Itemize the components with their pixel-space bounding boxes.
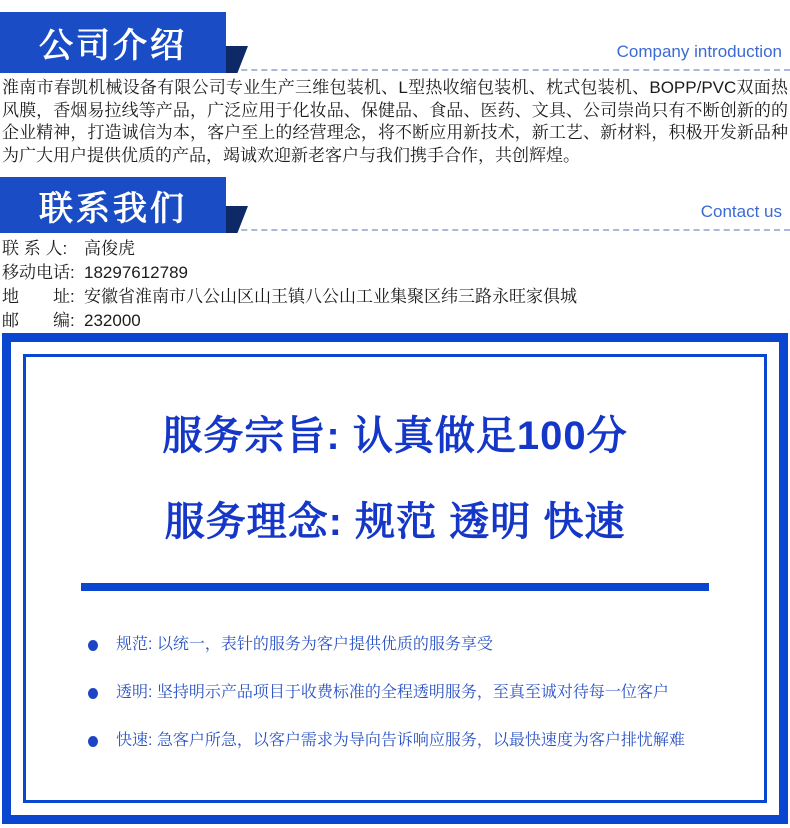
contact-label: 邮 编:: [2, 311, 75, 330]
bullet-dot-icon: [88, 688, 98, 699]
contact-label: 地 址:: [2, 287, 75, 306]
contact-mobile-value: 18297612789: [84, 263, 189, 282]
contact-label: 联 系 人:: [2, 239, 68, 258]
contact-label: 移动电话:: [2, 263, 75, 282]
contact-banner: [0, 177, 226, 233]
bullet-text-standard: 规范: 以统一，表针的服务为客户提供优质的服务享受: [116, 636, 493, 653]
section-divider: [81, 583, 709, 591]
service-bullet-item: [88, 731, 764, 751]
service-concept-headline: 服务理念: 规范 透明 快速: [164, 500, 626, 544]
company-description-paragraph: 淮南市春凯机械设备有限公司专业生产三维包装机、L型热收缩包装机、枕式包装机、BOPP/PVC双面热风膜，香烟易拉线等产品，广泛应用于化妆品、保健品、食品、医药、文具、公司崇尚只有不断创新的的企业精神，打造诚信为本，客户至上的经营理念，将不断应用新技术，新工艺、新材料，积极开发新品种为广大用户提供优质的产品，竭诚欢迎新老客户与我们携手合作，共创辉煌。: [2, 78, 788, 165]
service-bullet-list: [26, 635, 764, 751]
contact-banner-english-label: Contact us: [700, 202, 782, 221]
contact-zipcode-value: 232000: [84, 311, 141, 330]
contact-address-value: 安徽省淮南市八公山区山王镇八公山工业集聚区纬三路永旺家俱城: [84, 287, 577, 306]
service-bullet-item: [88, 683, 764, 703]
contact-banner-label: 联系我们: [39, 189, 187, 228]
company-banner: [0, 12, 226, 73]
contact-section-header: [0, 171, 790, 231]
service-box: [2, 333, 788, 824]
bullet-dot-icon: [88, 640, 98, 651]
contact-row-person: [2, 237, 790, 261]
ribbon-fold-icon: [226, 206, 248, 233]
company-section-header: [0, 0, 790, 71]
contact-person-value: 高俊虎: [84, 239, 135, 258]
service-box-inner: [23, 354, 767, 803]
company-banner-label: 公司介绍: [39, 27, 187, 65]
contact-list: [0, 231, 790, 333]
service-motto-headline: 服务宗旨: 认真做足100分: [162, 414, 628, 458]
contact-row-mobile: [2, 261, 790, 285]
service-bullet-item: [88, 635, 764, 655]
bullet-text-transparent: 透明: 坚持明示产品项目于收费标准的全程透明服务，至真至诚对待每一位客户: [116, 684, 669, 701]
bullet-dot-icon: [88, 736, 98, 747]
ribbon-fold-icon: [226, 46, 248, 73]
contact-row-address: [2, 285, 790, 309]
contact-row-zipcode: [2, 309, 790, 333]
bullet-text-fast: 快速: 急客户所急，以客户需求为导向告诉响应服务，以最快速度为客户排忧解难: [116, 732, 685, 749]
company-banner-english-label: Company introduction: [616, 42, 782, 61]
